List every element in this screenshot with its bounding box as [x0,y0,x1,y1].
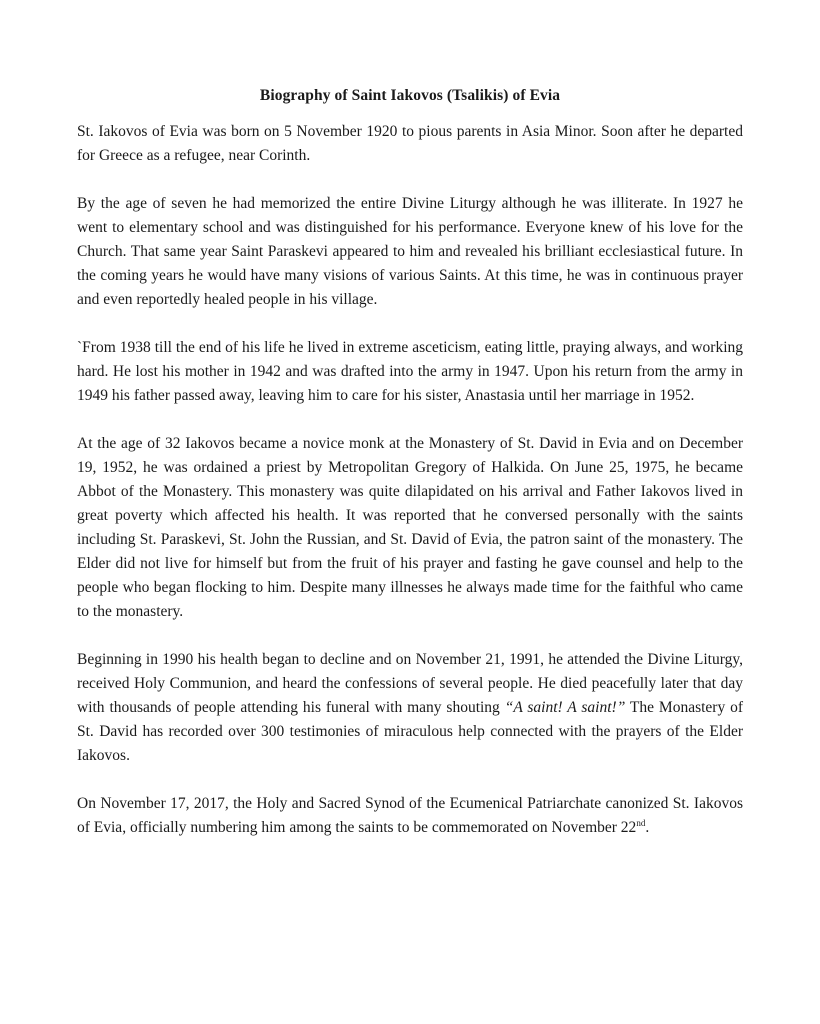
paragraph-canonization-end: . [645,819,650,836]
paragraph-monastic-life: At the age of 32 Iakovos became a novice monk at the Monastery of St. David in Evia and on December 19, 1952, he was ordained a priest by Metropolitan Gregory of Halkida. On June 25, 1975, he became Abbot of the Monastery. This monastery was quite dilapidated on his arrival and Father Iakovos lived in great poverty which affected his health. It was reported that he conversed personally with the saints including St. Paraskevi, St. John the Russian, and St. David of Evia, the patron saint of the monastery. The Elder did not live for himself but from the fruit of his prayer and fasting he gave counsel and help to the people who began flocking to him. Despite many illnesses he always made time for the faithful who came to the monastery. [77,435,743,620]
ordinal-superscript: nd [636,818,646,828]
paragraph-asceticism: `From 1938 till the end of his life he lived in extreme asceticism, eating little, praying always, and working hard. He lost his mother in 1942 and was drafted into the army in 1947. Upon his return from the army in 1949 his father passed away, leaving him to care for his sister, Anastasia until her marriage in 1952. [77,339,743,404]
paragraph-death [77,648,743,768]
paragraph-death-text-end: The Monastery of St. David has recorded over 300 testimonies of miraculous help connected with the prayers of the Elder Iakovos. [77,699,744,764]
quote-a-saint: “A saint! A saint!” [504,699,626,716]
document-body [77,120,743,864]
paragraph-canonization-text: On November 17, 2017, the Holy and Sacred Synod of the Ecumenical Patriarchate canonized St. Iakovos of Evia, officially numbering him among the saints to be commemorated on November 22 [77,795,743,836]
paragraph-death-text: Beginning in 1990 his health began to decline and on November 21, 1991, he attended the Divine Liturgy, received Holy Communion, and heard the confessions of several people. He died peacefully later that day with thousands of people attending his funeral with many shouting [77,651,743,716]
paragraph-canonization [77,792,743,840]
paragraph-childhood: By the age of seven he had memorized the entire Divine Liturgy although he was illiterate. In 1927 he went to elementary school and was distinguished for his performance. Everyone knew of his love for the Church. That same year Saint Paraskevi appeared to him and revealed his brilliant ecclesiastical future. In the coming years he would have many visions of various Saints. At this time, he was in continuous prayer and even reportedly healed people in his village. [77,195,743,308]
paragraph-birth: St. Iakovos of Evia was born on 5 November 1920 to pious parents in Asia Minor. Soon after he departed for Greece as a refugee, near Corinth. [77,123,743,164]
document-title: Biography of Saint Iakovos (Tsalikis) of Evia [259,87,561,104]
